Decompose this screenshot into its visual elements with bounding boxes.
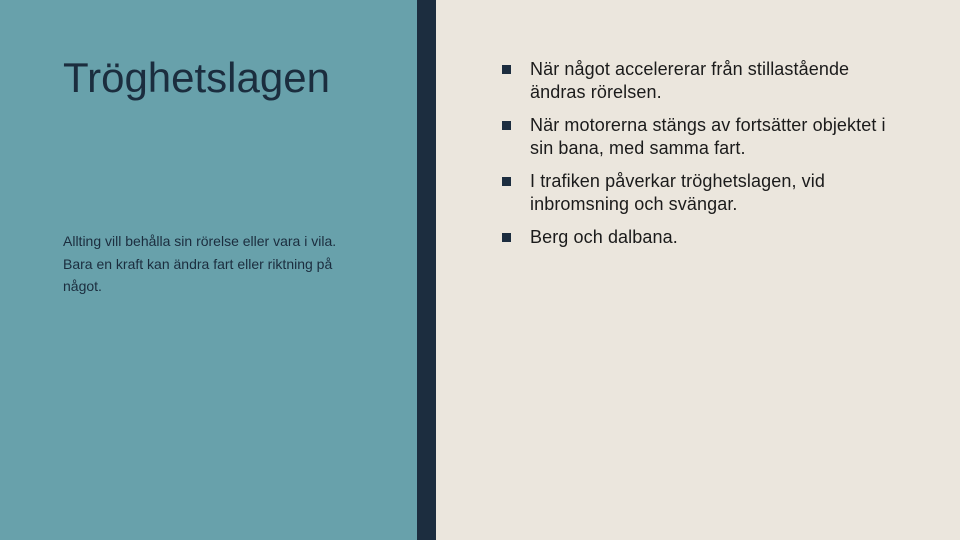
bullet-text: När något accelererar från stillastående ändras rörelsen. bbox=[530, 59, 850, 102]
square-bullet-icon bbox=[502, 233, 511, 242]
square-bullet-icon bbox=[502, 65, 511, 74]
left-panel bbox=[0, 0, 417, 540]
bullet-item bbox=[500, 114, 900, 159]
bullet-item bbox=[500, 226, 900, 249]
square-bullet-icon bbox=[502, 177, 511, 186]
bullet-text: Berg och dalbana. bbox=[530, 227, 678, 247]
bullet-text: När motorerna stängs av fortsätter objektet i sin bana, med samma fart. bbox=[530, 115, 886, 158]
slide-subtitle: Allting vill behålla sin rörelse eller vara i vila. Bara en kraft kan ändra fart eller riktning på något. bbox=[63, 233, 337, 294]
slide-title: Tröghetslagen bbox=[63, 54, 330, 101]
divider-bar bbox=[417, 0, 436, 540]
square-bullet-icon bbox=[502, 121, 511, 130]
bullet-item bbox=[500, 58, 900, 103]
bullet-item bbox=[500, 170, 900, 215]
bullet-text: I trafiken påverkar tröghetslagen, vid inbromsning och svängar. bbox=[530, 171, 825, 214]
bullet-list bbox=[500, 58, 900, 260]
